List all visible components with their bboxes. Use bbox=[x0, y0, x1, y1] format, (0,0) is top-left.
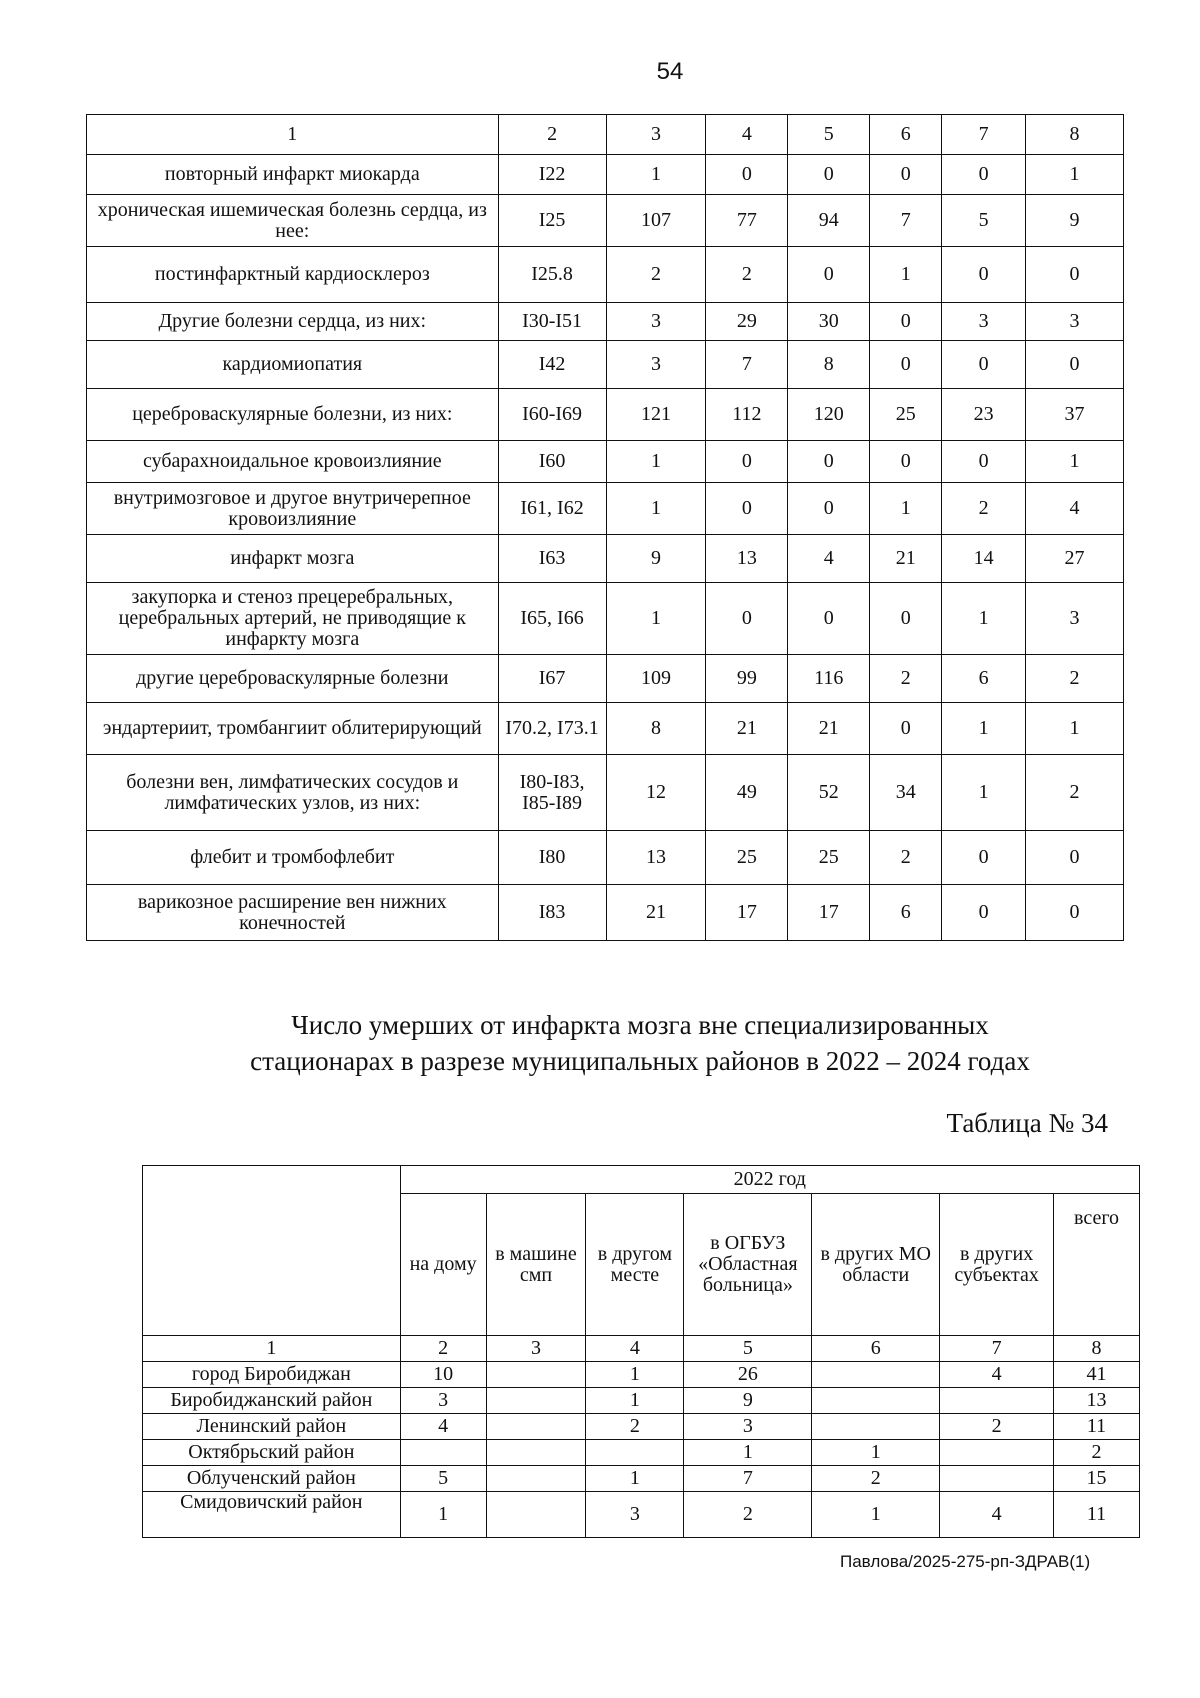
district-name-cell: город Биробиджан bbox=[143, 1362, 401, 1388]
table-row bbox=[87, 441, 1124, 483]
stroke-deaths-table bbox=[142, 1165, 1140, 1538]
value-cell: 13 bbox=[1054, 1388, 1140, 1414]
column-number: 6 bbox=[812, 1336, 940, 1362]
value-cell: 9 bbox=[1026, 195, 1124, 247]
column-number: 5 bbox=[788, 115, 870, 155]
value-cell: 37 bbox=[1026, 389, 1124, 441]
value-cell: 21 bbox=[706, 703, 788, 755]
value-cell: 0 bbox=[942, 155, 1026, 195]
table-row bbox=[87, 155, 1124, 195]
column-number: 7 bbox=[942, 115, 1026, 155]
value-cell: 0 bbox=[870, 703, 942, 755]
table-row bbox=[87, 195, 1124, 247]
value-cell: 0 bbox=[870, 155, 942, 195]
value-cell: 0 bbox=[942, 441, 1026, 483]
value-cell: 2 bbox=[812, 1466, 940, 1492]
disease-name-cell: постинфарктный кардиосклероз bbox=[87, 247, 499, 303]
disease-name-cell: субарахноидальное кровоизлияние bbox=[87, 441, 499, 483]
column-header: на дому bbox=[400, 1194, 486, 1336]
value-cell bbox=[486, 1492, 586, 1538]
value-cell: 2 bbox=[1054, 1440, 1140, 1466]
value-cell: 2 bbox=[606, 247, 706, 303]
table-row bbox=[143, 1414, 1140, 1440]
value-cell: 0 bbox=[706, 155, 788, 195]
table-row bbox=[143, 1440, 1140, 1466]
value-cell: 120 bbox=[788, 389, 870, 441]
disease-name-cell: кардиомиопатия bbox=[87, 341, 499, 389]
value-cell: 1 bbox=[586, 1466, 684, 1492]
value-cell: 0 bbox=[706, 583, 788, 655]
table-row bbox=[87, 389, 1124, 441]
icd-code-cell: I65, I66 bbox=[498, 583, 606, 655]
table-row bbox=[87, 303, 1124, 341]
value-cell: 0 bbox=[788, 441, 870, 483]
district-name-cell: Ленинский район bbox=[143, 1414, 401, 1440]
value-cell bbox=[812, 1414, 940, 1440]
column-header: в ОГБУЗ «Областная больница» bbox=[684, 1194, 812, 1336]
icd-code-cell: I60 bbox=[498, 441, 606, 483]
value-cell: 13 bbox=[606, 831, 706, 885]
value-cell: 0 bbox=[788, 583, 870, 655]
value-cell: 1 bbox=[1026, 155, 1124, 195]
value-cell: 52 bbox=[788, 755, 870, 831]
value-cell: 1 bbox=[684, 1440, 812, 1466]
table-row bbox=[87, 885, 1124, 941]
value-cell: 1 bbox=[400, 1492, 486, 1538]
value-cell: 3 bbox=[586, 1492, 684, 1538]
column-number: 6 bbox=[870, 115, 942, 155]
column-number: 8 bbox=[1026, 115, 1124, 155]
disease-name-cell: инфаркт мозга bbox=[87, 535, 499, 583]
value-cell bbox=[940, 1388, 1054, 1414]
year-header: 2022 год bbox=[400, 1166, 1139, 1194]
value-cell: 2 bbox=[870, 831, 942, 885]
column-number: 3 bbox=[606, 115, 706, 155]
value-cell: 0 bbox=[942, 247, 1026, 303]
value-cell: 4 bbox=[1026, 483, 1124, 535]
value-cell: 1 bbox=[812, 1440, 940, 1466]
disease-name-cell: другие цереброваскулярные болезни bbox=[87, 655, 499, 703]
disease-name-cell: повторный инфаркт миокарда bbox=[87, 155, 499, 195]
column-number: 8 bbox=[1054, 1336, 1140, 1362]
value-cell bbox=[940, 1440, 1054, 1466]
value-cell: 3 bbox=[942, 303, 1026, 341]
column-number: 1 bbox=[143, 1336, 401, 1362]
icd-code-cell: I22 bbox=[498, 155, 606, 195]
column-number: 1 bbox=[87, 115, 499, 155]
icd-code-cell: I83 bbox=[498, 885, 606, 941]
value-cell: 0 bbox=[1026, 341, 1124, 389]
value-cell: 1 bbox=[870, 247, 942, 303]
district-name-cell: Облученский район bbox=[143, 1466, 401, 1492]
icd-code-cell: I80-I83, I85-I89 bbox=[498, 755, 606, 831]
icd-code-cell: I80 bbox=[498, 831, 606, 885]
value-cell: 30 bbox=[788, 303, 870, 341]
value-cell: 26 bbox=[684, 1362, 812, 1388]
disease-name-cell: Другие болезни сердца, из них: bbox=[87, 303, 499, 341]
column-header: всего bbox=[1054, 1194, 1140, 1336]
column-header: в другом месте bbox=[586, 1194, 684, 1336]
value-cell: 1 bbox=[606, 441, 706, 483]
value-cell: 0 bbox=[1026, 247, 1124, 303]
value-cell: 15 bbox=[1054, 1466, 1140, 1492]
disease-name-cell: цереброваскулярные болезни, из них: bbox=[87, 389, 499, 441]
table-row bbox=[87, 831, 1124, 885]
icd-code-cell: I61, I62 bbox=[498, 483, 606, 535]
value-cell: 17 bbox=[788, 885, 870, 941]
disease-name-cell: эндартериит, тромбангиит облитерирующий bbox=[87, 703, 499, 755]
value-cell: 116 bbox=[788, 655, 870, 703]
value-cell: 0 bbox=[706, 483, 788, 535]
value-cell: 25 bbox=[870, 389, 942, 441]
column-number: 4 bbox=[706, 115, 788, 155]
table-row bbox=[143, 1388, 1140, 1414]
value-cell: 0 bbox=[942, 831, 1026, 885]
value-cell: 112 bbox=[706, 389, 788, 441]
column-number: 7 bbox=[940, 1336, 1054, 1362]
value-cell: 3 bbox=[400, 1388, 486, 1414]
value-cell: 2 bbox=[684, 1492, 812, 1538]
icd-code-cell: I60-I69 bbox=[498, 389, 606, 441]
value-cell: 14 bbox=[942, 535, 1026, 583]
table-row bbox=[87, 341, 1124, 389]
icd-code-cell: I25.8 bbox=[498, 247, 606, 303]
disease-name-cell: закупорка и стеноз прецеребральных, церебральных артерий, не приводящие к инфаркту мозга bbox=[87, 583, 499, 655]
value-cell: 12 bbox=[606, 755, 706, 831]
value-cell: 17 bbox=[706, 885, 788, 941]
value-cell: 0 bbox=[788, 247, 870, 303]
value-cell: 2 bbox=[870, 655, 942, 703]
value-cell: 1 bbox=[586, 1388, 684, 1414]
value-cell: 1 bbox=[1026, 703, 1124, 755]
value-cell: 1 bbox=[1026, 441, 1124, 483]
value-cell: 94 bbox=[788, 195, 870, 247]
district-name-cell: Биробиджанский район bbox=[143, 1388, 401, 1414]
value-cell: 109 bbox=[606, 655, 706, 703]
value-cell: 3 bbox=[606, 341, 706, 389]
value-cell: 13 bbox=[706, 535, 788, 583]
value-cell: 1 bbox=[942, 755, 1026, 831]
value-cell: 1 bbox=[586, 1362, 684, 1388]
value-cell: 1 bbox=[606, 155, 706, 195]
column-header: в машине смп bbox=[486, 1194, 586, 1336]
table-row bbox=[87, 755, 1124, 831]
value-cell: 11 bbox=[1054, 1492, 1140, 1538]
value-cell: 0 bbox=[870, 341, 942, 389]
icd-code-cell: I25 bbox=[498, 195, 606, 247]
value-cell: 1 bbox=[942, 583, 1026, 655]
value-cell: 77 bbox=[706, 195, 788, 247]
value-cell: 4 bbox=[788, 535, 870, 583]
value-cell: 23 bbox=[942, 389, 1026, 441]
column-header: в других МО области bbox=[812, 1194, 940, 1336]
value-cell: 6 bbox=[870, 885, 942, 941]
icd-code-cell: I70.2, I73.1 bbox=[498, 703, 606, 755]
value-cell: 21 bbox=[870, 535, 942, 583]
section-title: Число умерших от инфаркта мозга вне специализированных стационарах в разрезе муниципальных районов в 2022 – 2024 годах bbox=[250, 1010, 1030, 1076]
value-cell: 0 bbox=[870, 441, 942, 483]
value-cell: 8 bbox=[606, 703, 706, 755]
disease-name-cell: флебит и тромбофлебит bbox=[87, 831, 499, 885]
column-header: в других субъектах bbox=[940, 1194, 1054, 1336]
value-cell bbox=[486, 1388, 586, 1414]
value-cell: 0 bbox=[788, 483, 870, 535]
table-header-row bbox=[87, 115, 1124, 155]
document-code: Павлова/2025-275-рп-ЗДРАВ(1) bbox=[840, 1552, 1091, 1571]
value-cell: 11 bbox=[1054, 1414, 1140, 1440]
value-cell: 21 bbox=[788, 703, 870, 755]
column-number: 5 bbox=[684, 1336, 812, 1362]
value-cell bbox=[812, 1362, 940, 1388]
disease-name-cell: хроническая ишемическая болезнь сердца, из нее: bbox=[87, 195, 499, 247]
value-cell bbox=[486, 1440, 586, 1466]
table-label: Таблица № 34 bbox=[946, 1108, 1108, 1138]
disease-name-cell: варикозное расширение вен нижних конечностей bbox=[87, 885, 499, 941]
column-number: 3 bbox=[486, 1336, 586, 1362]
value-cell bbox=[586, 1440, 684, 1466]
value-cell: 2 bbox=[940, 1414, 1054, 1440]
value-cell: 1 bbox=[942, 703, 1026, 755]
value-cell: 7 bbox=[706, 341, 788, 389]
value-cell bbox=[486, 1414, 586, 1440]
value-cell: 2 bbox=[942, 483, 1026, 535]
value-cell: 1 bbox=[812, 1492, 940, 1538]
value-cell: 41 bbox=[1054, 1362, 1140, 1388]
diseases-table bbox=[86, 114, 1124, 941]
table-row bbox=[87, 583, 1124, 655]
column-number: 4 bbox=[586, 1336, 684, 1362]
value-cell: 121 bbox=[606, 389, 706, 441]
value-cell: 29 bbox=[706, 303, 788, 341]
value-cell: 7 bbox=[684, 1466, 812, 1492]
value-cell: 0 bbox=[870, 583, 942, 655]
table-row bbox=[87, 247, 1124, 303]
year-header-row bbox=[143, 1166, 1140, 1194]
value-cell: 27 bbox=[1026, 535, 1124, 583]
value-cell: 5 bbox=[400, 1466, 486, 1492]
value-cell: 34 bbox=[870, 755, 942, 831]
value-cell: 4 bbox=[940, 1362, 1054, 1388]
value-cell: 9 bbox=[684, 1388, 812, 1414]
page-number: 54 bbox=[656, 58, 684, 85]
value-cell: 0 bbox=[942, 341, 1026, 389]
table-row bbox=[87, 655, 1124, 703]
district-name-cell: Октябрьский район bbox=[143, 1440, 401, 1466]
value-cell: 6 bbox=[942, 655, 1026, 703]
value-cell: 9 bbox=[606, 535, 706, 583]
table-row bbox=[143, 1466, 1140, 1492]
value-cell: 0 bbox=[942, 885, 1026, 941]
table-row bbox=[87, 535, 1124, 583]
value-cell: 4 bbox=[400, 1414, 486, 1440]
table-row bbox=[87, 703, 1124, 755]
value-cell: 25 bbox=[706, 831, 788, 885]
value-cell: 21 bbox=[606, 885, 706, 941]
value-cell: 8 bbox=[788, 341, 870, 389]
disease-name-cell: внутримозговое и другое внутричерепное кровоизлияние bbox=[87, 483, 499, 535]
value-cell: 3 bbox=[1026, 583, 1124, 655]
value-cell: 2 bbox=[1026, 655, 1124, 703]
value-cell: 0 bbox=[870, 303, 942, 341]
value-cell: 99 bbox=[706, 655, 788, 703]
value-cell: 3 bbox=[684, 1414, 812, 1440]
value-cell: 7 bbox=[870, 195, 942, 247]
value-cell: 1 bbox=[870, 483, 942, 535]
value-cell: 5 bbox=[942, 195, 1026, 247]
table-row bbox=[143, 1492, 1140, 1538]
value-cell: 49 bbox=[706, 755, 788, 831]
value-cell: 4 bbox=[940, 1492, 1054, 1538]
icd-code-cell: I42 bbox=[498, 341, 606, 389]
value-cell bbox=[400, 1440, 486, 1466]
value-cell bbox=[486, 1362, 586, 1388]
value-cell: 25 bbox=[788, 831, 870, 885]
value-cell: 0 bbox=[706, 441, 788, 483]
value-cell bbox=[812, 1388, 940, 1414]
disease-name-cell: болезни вен, лимфатических сосудов и лимфатических узлов, из них: bbox=[87, 755, 499, 831]
value-cell: 1 bbox=[606, 483, 706, 535]
district-name-cell: Смидовичский район bbox=[143, 1492, 401, 1538]
icd-code-cell: I67 bbox=[498, 655, 606, 703]
value-cell: 3 bbox=[1026, 303, 1124, 341]
value-cell: 2 bbox=[586, 1414, 684, 1440]
table-row bbox=[143, 1362, 1140, 1388]
value-cell: 1 bbox=[606, 583, 706, 655]
value-cell: 0 bbox=[788, 155, 870, 195]
value-cell: 107 bbox=[606, 195, 706, 247]
district-header-cell bbox=[143, 1166, 401, 1336]
icd-code-cell: I63 bbox=[498, 535, 606, 583]
value-cell: 0 bbox=[1026, 885, 1124, 941]
value-cell: 10 bbox=[400, 1362, 486, 1388]
numbering-row bbox=[143, 1336, 1140, 1362]
value-cell: 2 bbox=[706, 247, 788, 303]
table-row bbox=[87, 483, 1124, 535]
value-cell: 0 bbox=[1026, 831, 1124, 885]
value-cell bbox=[486, 1466, 586, 1492]
column-number: 2 bbox=[498, 115, 606, 155]
value-cell: 2 bbox=[1026, 755, 1124, 831]
value-cell bbox=[940, 1466, 1054, 1492]
column-number: 2 bbox=[400, 1336, 486, 1362]
value-cell: 3 bbox=[606, 303, 706, 341]
icd-code-cell: I30-I51 bbox=[498, 303, 606, 341]
